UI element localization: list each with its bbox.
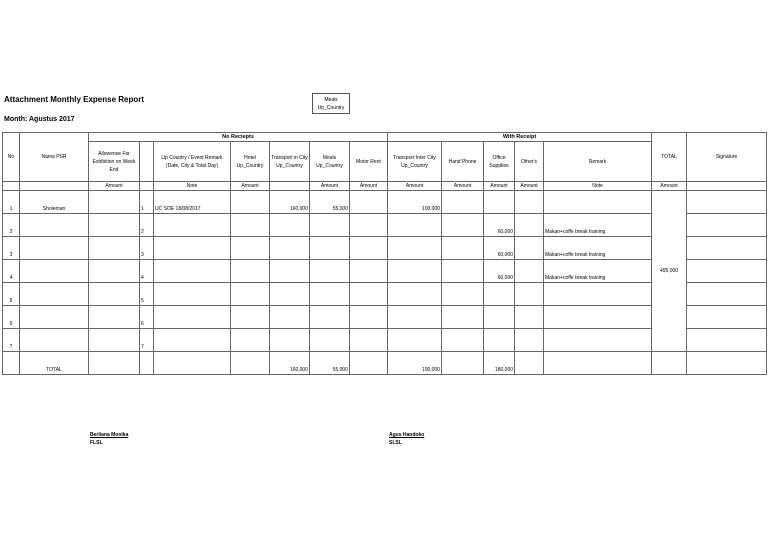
row-index: 3 bbox=[140, 237, 154, 260]
subheader-motor: Amount bbox=[350, 182, 388, 191]
totals-office: 180,000 bbox=[484, 352, 515, 375]
header-meals: Meals Up_Country bbox=[310, 142, 350, 182]
row-note bbox=[154, 306, 231, 329]
row-transport-city bbox=[270, 329, 310, 352]
totals-row bbox=[3, 352, 767, 375]
row-nama bbox=[20, 283, 89, 306]
header-hand-phone: Hand Phone bbox=[442, 142, 484, 182]
row-no: 5 bbox=[3, 283, 20, 306]
row-transport-city: 160,000 bbox=[270, 191, 310, 214]
row-transport-city bbox=[270, 306, 310, 329]
row-transport-inter bbox=[388, 237, 442, 260]
signer-2-name: Agus Handoko bbox=[389, 432, 425, 438]
row-office bbox=[484, 191, 515, 214]
row-allowance bbox=[89, 306, 140, 329]
subheader-others: Amount bbox=[515, 182, 544, 191]
row-allowance bbox=[89, 214, 140, 237]
row-index: 6 bbox=[140, 306, 154, 329]
totals-hotel bbox=[231, 352, 270, 375]
row-handphone bbox=[442, 191, 484, 214]
row-no: 4 bbox=[3, 260, 20, 283]
row-index: 4 bbox=[140, 260, 154, 283]
row-hotel bbox=[231, 306, 270, 329]
subheader-event: Note bbox=[154, 182, 231, 191]
row-remark: Makan+coffe break training bbox=[544, 214, 652, 237]
row-transport-inter bbox=[388, 283, 442, 306]
expense-table bbox=[2, 132, 767, 375]
report-month: Month: Agustus 2017 bbox=[4, 116, 75, 123]
row-remark bbox=[544, 283, 652, 306]
row-meals: 55,000 bbox=[310, 191, 350, 214]
subheader-total: Amount bbox=[652, 182, 687, 191]
row-note bbox=[154, 329, 231, 352]
signer-1 bbox=[90, 431, 128, 447]
grand-total-cell: 495,000 bbox=[652, 191, 687, 352]
row-transport-inter bbox=[388, 329, 442, 352]
row-handphone bbox=[442, 214, 484, 237]
row-motor bbox=[350, 214, 388, 237]
header-no: No bbox=[3, 133, 20, 182]
row-hotel bbox=[231, 214, 270, 237]
row-nama bbox=[20, 329, 89, 352]
row-office: 60,000 bbox=[484, 237, 515, 260]
row-remark bbox=[544, 329, 652, 352]
row-motor bbox=[350, 237, 388, 260]
totals-total bbox=[652, 352, 687, 375]
row-transport-inter bbox=[388, 214, 442, 237]
table-row bbox=[3, 191, 767, 214]
row-transport-inter bbox=[388, 306, 442, 329]
row-motor bbox=[350, 260, 388, 283]
row-transport-city bbox=[270, 214, 310, 237]
subheader-office: Amount bbox=[484, 182, 515, 191]
row-note: UC SOE 18/08/2017 bbox=[154, 191, 231, 214]
subheader-blank bbox=[687, 182, 767, 191]
row-nama bbox=[20, 306, 89, 329]
totals-transport-city: 160,000 bbox=[270, 352, 310, 375]
header-event-remark: Up Country / Event Remark (Date, City & Total Day) bbox=[154, 142, 231, 182]
totals-note bbox=[154, 352, 231, 375]
totals-remark bbox=[544, 352, 652, 375]
row-signature bbox=[687, 283, 767, 306]
row-motor bbox=[350, 306, 388, 329]
row-allowance bbox=[89, 191, 140, 214]
header-remark: Remark bbox=[544, 142, 652, 182]
row-signature bbox=[687, 214, 767, 237]
row-motor bbox=[350, 329, 388, 352]
header-index-spacer bbox=[140, 142, 154, 182]
subheader-blank bbox=[20, 182, 89, 191]
row-handphone bbox=[442, 237, 484, 260]
row-transport-inter: 100,000 bbox=[388, 191, 442, 214]
row-no: 7 bbox=[3, 329, 20, 352]
row-others bbox=[515, 306, 544, 329]
group-with-receipt: With Receipt bbox=[388, 133, 652, 142]
subheader-transport-inter: Amount bbox=[388, 182, 442, 191]
row-nama bbox=[20, 237, 89, 260]
totals-allowance bbox=[89, 352, 140, 375]
row-others bbox=[515, 283, 544, 306]
row-nama bbox=[20, 214, 89, 237]
row-nama bbox=[20, 260, 89, 283]
row-note bbox=[154, 260, 231, 283]
row-note bbox=[154, 214, 231, 237]
row-allowance bbox=[89, 283, 140, 306]
row-no: 2 bbox=[3, 214, 20, 237]
row-meals bbox=[310, 214, 350, 237]
row-no: 3 bbox=[3, 237, 20, 260]
group-header-row bbox=[3, 133, 767, 142]
report-title: Attachment Monthly Expense Report bbox=[4, 95, 145, 104]
row-hotel bbox=[231, 260, 270, 283]
row-remark bbox=[544, 191, 652, 214]
row-hotel bbox=[231, 191, 270, 214]
row-handphone bbox=[442, 306, 484, 329]
signer-2-role: SLSL bbox=[389, 440, 402, 446]
row-signature bbox=[687, 329, 767, 352]
totals-transport-inter: 100,000 bbox=[388, 352, 442, 375]
row-transport-city bbox=[270, 283, 310, 306]
row-index: 1 bbox=[140, 191, 154, 214]
subheader-handphone: Amount bbox=[442, 182, 484, 191]
meals-note-line2: Up_Country bbox=[317, 105, 345, 111]
row-handphone bbox=[442, 329, 484, 352]
row-transport-city bbox=[270, 260, 310, 283]
meals-note-box bbox=[312, 93, 350, 114]
totals-meals: 55,000 bbox=[310, 352, 350, 375]
row-others bbox=[515, 214, 544, 237]
row-hotel bbox=[231, 329, 270, 352]
header-hotel: Hotel Up_Country bbox=[231, 142, 270, 182]
row-signature bbox=[687, 237, 767, 260]
header-motor-rent: Motor Rent bbox=[350, 142, 388, 182]
row-nama: Sholeman bbox=[20, 191, 89, 214]
row-index: 5 bbox=[140, 283, 154, 306]
subheader-allowance: Amount bbox=[89, 182, 140, 191]
row-allowance bbox=[89, 260, 140, 283]
header-allowance: Allowense For Exhibition on Week End bbox=[89, 142, 140, 182]
header-signature: Signature bbox=[687, 133, 767, 182]
row-hotel bbox=[231, 283, 270, 306]
row-allowance bbox=[89, 237, 140, 260]
row-office: 60,000 bbox=[484, 260, 515, 283]
group-no-receipts: No Reciepts bbox=[89, 133, 388, 142]
totals-motor bbox=[350, 352, 388, 375]
row-meals bbox=[310, 283, 350, 306]
row-note bbox=[154, 283, 231, 306]
row-signature bbox=[687, 306, 767, 329]
row-index: 7 bbox=[140, 329, 154, 352]
row-transport-city bbox=[270, 237, 310, 260]
row-others bbox=[515, 329, 544, 352]
row-allowance bbox=[89, 329, 140, 352]
totals-handphone bbox=[442, 352, 484, 375]
row-index: 2 bbox=[140, 214, 154, 237]
subheader-remark: Note bbox=[544, 182, 652, 191]
row-no: 6 bbox=[3, 306, 20, 329]
row-meals bbox=[310, 237, 350, 260]
row-office: 60,000 bbox=[484, 214, 515, 237]
row-office bbox=[484, 283, 515, 306]
header-office-supplies: Office Supplies bbox=[484, 142, 515, 182]
row-note bbox=[154, 237, 231, 260]
row-no: 1 bbox=[3, 191, 20, 214]
row-signature bbox=[687, 260, 767, 283]
header-others: Other's bbox=[515, 142, 544, 182]
meals-note-line1: Meals bbox=[324, 97, 338, 103]
row-others bbox=[515, 260, 544, 283]
signer-1-name: Berliana Monika bbox=[90, 432, 129, 438]
totals-index bbox=[140, 352, 154, 375]
row-meals bbox=[310, 306, 350, 329]
signer-1-role: FLSL bbox=[90, 440, 103, 446]
row-others bbox=[515, 237, 544, 260]
header-nama-psr: Nama PSR bbox=[20, 133, 89, 182]
subheader-hotel: Amount bbox=[231, 182, 270, 191]
row-office bbox=[484, 329, 515, 352]
row-handphone bbox=[442, 283, 484, 306]
subheader-row bbox=[3, 182, 767, 191]
totals-others bbox=[515, 352, 544, 375]
subheader-blank bbox=[140, 182, 154, 191]
row-handphone bbox=[442, 260, 484, 283]
row-signature bbox=[687, 191, 767, 214]
row-office bbox=[484, 306, 515, 329]
row-others bbox=[515, 191, 544, 214]
header-transport-city: Transport in City Up_Country bbox=[270, 142, 310, 182]
row-meals bbox=[310, 260, 350, 283]
header-total: TOTAL bbox=[652, 133, 687, 182]
header-transport-inter: Transport Inter City Up_Country bbox=[388, 142, 442, 182]
row-motor bbox=[350, 283, 388, 306]
row-transport-inter bbox=[388, 260, 442, 283]
subheader-blank bbox=[270, 182, 310, 191]
signer-2 bbox=[389, 431, 424, 447]
totals-no bbox=[3, 352, 20, 375]
row-meals bbox=[310, 329, 350, 352]
subheader-blank bbox=[3, 182, 20, 191]
totals-signature bbox=[687, 352, 767, 375]
row-motor bbox=[350, 191, 388, 214]
row-remark: Makan+coffe break training bbox=[544, 260, 652, 283]
row-remark bbox=[544, 306, 652, 329]
row-remark: Makan+coffe break training bbox=[544, 237, 652, 260]
row-hotel bbox=[231, 237, 270, 260]
totals-label: TOTAL bbox=[20, 352, 89, 375]
subheader-meals: Amount bbox=[310, 182, 350, 191]
